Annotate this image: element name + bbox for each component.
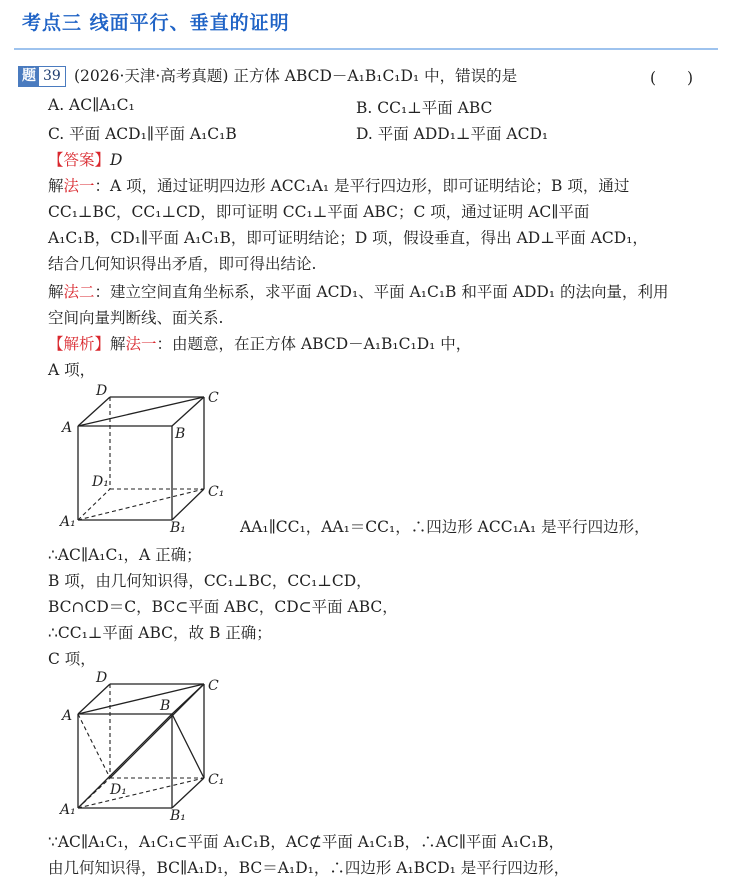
method1-line1 [48,176,629,196]
fig1-label-a1: A₁ [60,514,76,530]
fig1-label-b: B [175,426,186,442]
method1-line2: CC₁⊥BC，CC₁⊥CD，即可证明 CC₁⊥平面 ABC；C 项，通过证明 AC∥平面 [48,203,590,221]
fig1-label-c: C [208,390,219,406]
method1-line4: 结合几何知识得出矛盾，即可得出结论. [48,255,317,273]
method1-text1: ：A 项，通过证明四边形 ACC₁A₁ 是平行四边形，即可证明结论；B 项，通过 [94,177,630,195]
question-tag: 题 [19,67,39,86]
fig-a-caption: AA₁∥CC₁，AA₁＝CC₁，∴四边形 ACC₁A₁ 是平行四边形， [240,518,650,536]
fig1-label-b1: B₁ [170,520,186,532]
option-a: A. AC∥A₁C₁ [48,96,135,114]
fig2-label-a: A [62,708,73,724]
analysis-intro: ：由题意，在正方体 ABCD－A₁B₁C₁D₁ 中， [156,335,472,353]
fig2-label-a1: A₁ [60,802,76,818]
analysis-line1 [48,334,471,354]
analysis-b-line2: BC∩CD＝C，BC⊂平面 ABC，CD⊂平面 ABC， [48,598,398,616]
cube-figure-c [56,670,246,822]
answer-label: 【答案】 [48,151,111,169]
analysis-a-conclusion: ∴AC∥A₁C₁，A 正确； [48,546,202,564]
fig2-label-b: B [160,698,171,714]
analysis-prefix: 解 [110,335,126,353]
method2-name: 法二 [63,283,95,301]
method1-name: 法一 [63,177,95,195]
option-c: C. 平面 ACD₁∥平面 A₁C₁B [48,125,237,143]
analysis-method-name: 法一 [125,335,157,353]
question-number: 39 [43,68,61,84]
analysis-label: 【解析】 [48,335,111,353]
question-stem [74,66,517,86]
method2-line2: 空间向量判断线、面关系. [48,309,224,327]
analysis-c-line2: 由几何知识得，BC∥A₁D₁，BC＝A₁D₁，∴四边形 A₁BCD₁ 是平行四边形， [48,859,570,877]
option-d: D. 平面 ADD₁⊥平面 ACD₁ [356,125,549,143]
answer-paren: ( ) [650,69,694,87]
fig1-label-a: A [62,420,73,436]
method2-prefix: 解 [48,283,64,301]
fig2-label-d1: D₁ [110,782,127,798]
answer-line [48,150,122,170]
answer-value: D [110,151,123,169]
fig1-label-d1: D₁ [92,474,109,490]
analysis-b-line1: B 项，由几何知识得，CC₁⊥BC，CC₁⊥CD， [48,572,372,590]
analysis-b-line3: ∴CC₁⊥平面 ABC，故 B 正确； [48,624,272,642]
question-source: (2026·天津·高考真题) [74,67,229,85]
method2-line1 [48,282,669,302]
option-b: B. CC₁⊥平面 ABC [356,99,493,117]
cube-figure-a [56,384,246,532]
fig2-label-c1: C₁ [208,772,225,788]
method1-prefix: 解 [48,177,64,195]
fig2-label-c: C [208,678,219,694]
fig1-label-d: D [96,384,108,399]
analysis-item-a: A 项， [48,361,96,379]
method1-line3: A₁C₁B，CD₁∥平面 A₁C₁B，即可证明结论；D 项，假设垂直，得出 AD⊥平面 ACD₁， [48,229,648,247]
title-divider [14,48,718,50]
fig2-label-d: D [96,670,108,686]
section-title: 考点三 线面平行、垂直的证明 [22,12,290,34]
analysis-item-c: C 项， [48,650,96,668]
method2-text1: ：建立空间直角坐标系，求平面 ACD₁、平面 A₁C₁B 和平面 ADD₁ 的法向量，利用 [94,283,669,301]
question-number-badge [18,66,66,87]
fig1-label-c1: C₁ [208,484,225,500]
question-text: 正方体 ABCD－A₁B₁C₁D₁ 中，错误的是 [233,67,518,85]
fig2-label-b1: B₁ [170,808,186,822]
analysis-c-line1: ∵AC∥A₁C₁，A₁C₁⊂平面 A₁C₁B，AC⊄平面 A₁C₁B，∴AC∥平面 A₁C₁B， [48,833,565,851]
